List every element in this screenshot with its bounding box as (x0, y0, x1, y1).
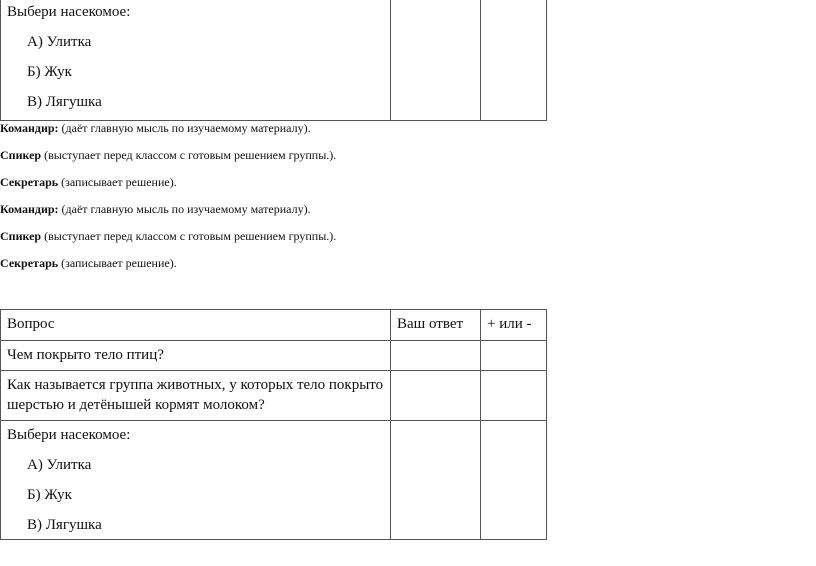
header-answer: Ваш ответ (391, 310, 481, 341)
mark-cell (481, 0, 547, 121)
roles-list (0, 118, 336, 280)
question-cell: Чем покрыто тело птиц? (1, 341, 391, 371)
option-c: В) Лягушка (27, 94, 102, 110)
question-cell: Как называется группа животных, у которых тело покрыто шерстью и детёнышей кормят молоком? (1, 371, 391, 421)
role-line (0, 253, 336, 280)
table-row (1, 421, 547, 540)
answer-cell (391, 341, 481, 371)
question-cell (1, 0, 391, 121)
role-name: Секретарь (0, 175, 59, 189)
header-question: Вопрос (1, 310, 391, 341)
answer-cell (391, 0, 481, 121)
table-row (1, 371, 547, 421)
mark-cell (481, 421, 547, 540)
quiz-table (0, 309, 547, 540)
question-text: Выбери насекомое: (7, 4, 131, 20)
role-line (0, 199, 336, 226)
question-cell (1, 421, 391, 540)
role-name: Командир: (0, 202, 59, 216)
option-a: А) Улитка (27, 34, 92, 50)
mark-cell (481, 341, 547, 371)
mark-cell (481, 371, 547, 421)
option-c: В) Лягушка (27, 517, 102, 533)
role-line (0, 118, 336, 145)
question-text: Выбери насекомое: (7, 427, 131, 443)
answer-cell (391, 371, 481, 421)
role-desc: (выступает перед классом с готовым решением группы.). (41, 229, 337, 243)
role-name: Спикер (0, 229, 42, 243)
role-desc: (выступает перед классом с готовым решением группы.). (41, 148, 337, 162)
role-line (0, 226, 336, 253)
top-question-table (0, 0, 547, 121)
role-desc: (даёт главную мысль по изучаемому материалу). (58, 121, 311, 135)
role-name: Секретарь (0, 256, 59, 270)
role-desc: (даёт главную мысль по изучаемому материалу). (58, 202, 311, 216)
option-a: А) Улитка (27, 457, 92, 473)
role-line (0, 172, 336, 199)
role-name: Спикер (0, 148, 42, 162)
table-row (1, 341, 547, 371)
answer-cell (391, 421, 481, 540)
role-desc: (записывает решение). (58, 256, 177, 270)
option-b: Б) Жук (27, 64, 72, 80)
role-name: Командир: (0, 121, 59, 135)
option-b: Б) Жук (27, 487, 72, 503)
role-line (0, 145, 336, 172)
role-desc: (записывает решение). (58, 175, 177, 189)
header-mark: + или - (481, 310, 547, 341)
